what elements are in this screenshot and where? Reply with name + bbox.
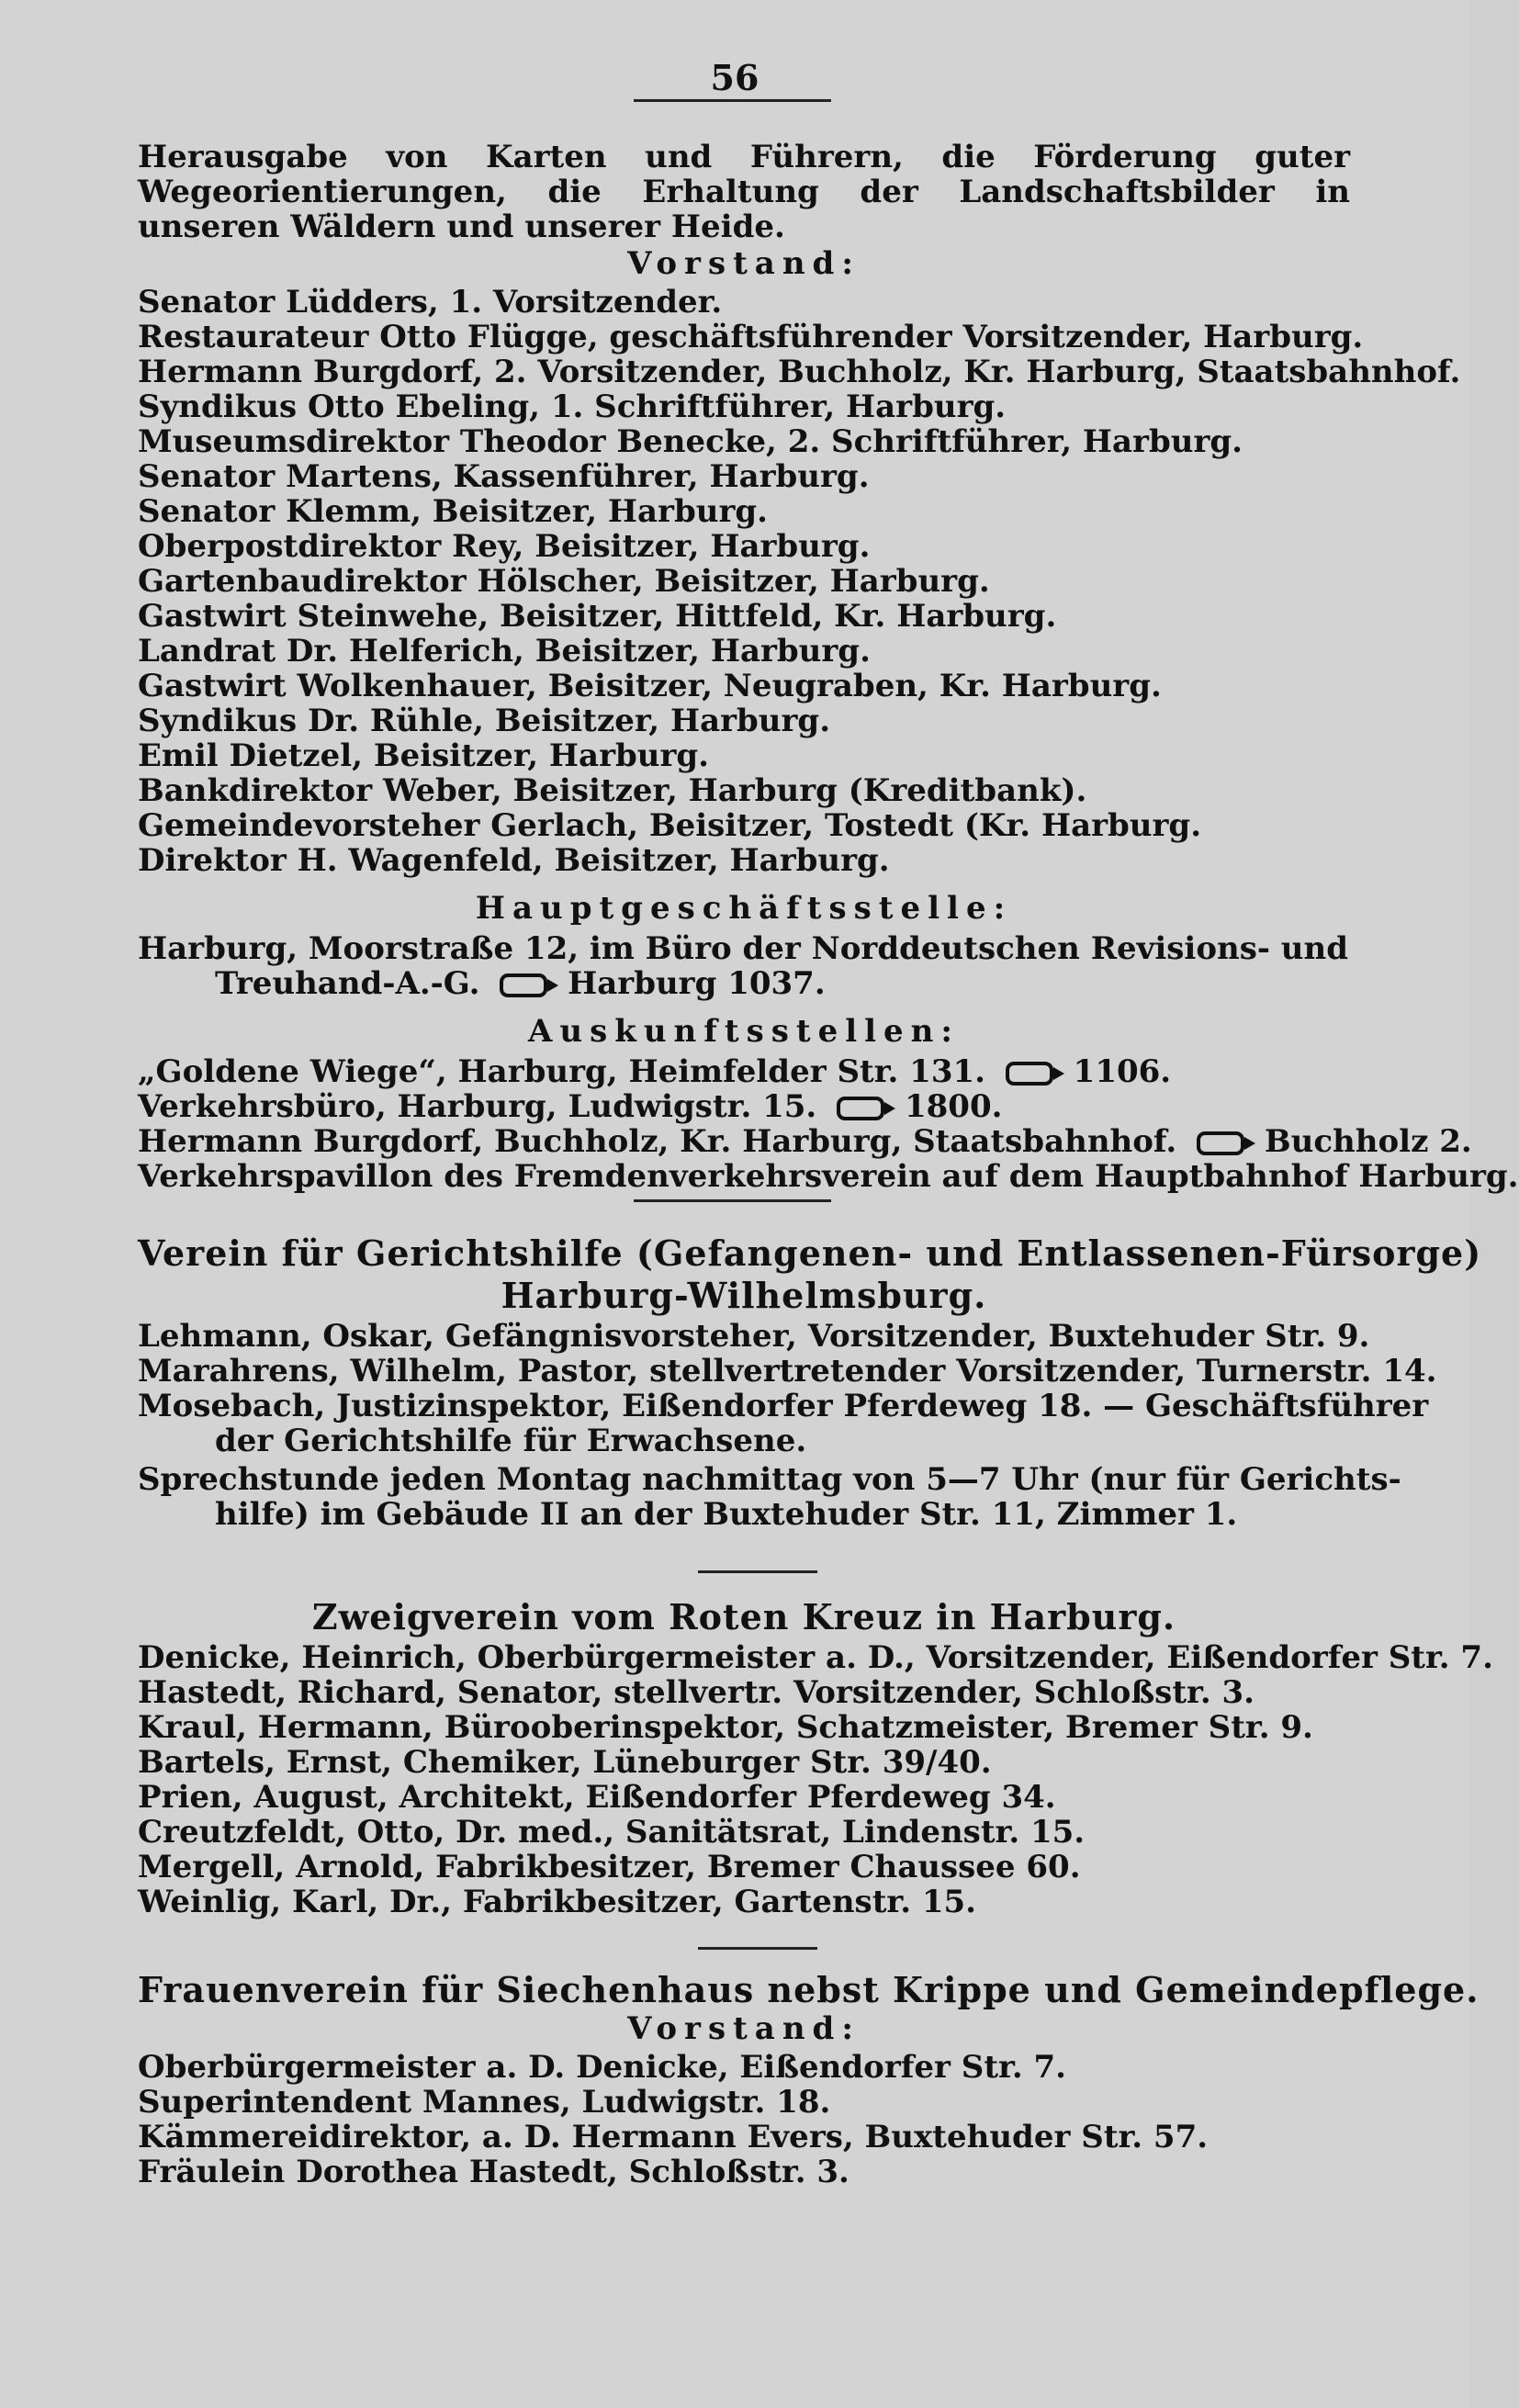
vorstand-item: Gartenbaudirektor Hölscher, Beisitzer, Harburg. bbox=[138, 563, 990, 600]
vorstand-item: Direktor H. Wagenfeld, Beisitzer, Harburg. bbox=[138, 842, 890, 879]
telephone-icon bbox=[1006, 1062, 1053, 1086]
vorstand-list bbox=[138, 284, 1461, 879]
frauen-item: Oberbürgermeister a. D. Denicke, Eißendorfer Str. 7. bbox=[138, 2049, 1066, 2086]
hauptgeschaeft-phone: Harburg 1037. bbox=[568, 965, 826, 1002]
auskunft-address: „Goldene Wiege“, Harburg, Heimfelder Str. 131. bbox=[138, 1053, 985, 1090]
verein-member-cont: der Gerichtshilfe für Erwachsene. bbox=[215, 1423, 807, 1459]
rotkreuz-item: Weinlig, Karl, Dr., Fabrikbesitzer, Gartenstr. 15. bbox=[138, 1884, 977, 1920]
vorstand-item: Syndikus Dr. Rühle, Beisitzer, Harburg. bbox=[138, 703, 831, 739]
content-column bbox=[138, 139, 1519, 1195]
intro-paragraph: Herausgabe von Karten und Führern, die Förderung guter Wegeorientierungen, die Erhaltung der Landschaftsbilder in unseren Wäldern und unserer Heide. bbox=[138, 139, 1350, 245]
frauen-item: Fräulein Dorothea Hastedt, Schloßstr. 3. bbox=[138, 2154, 850, 2190]
rotkreuz-item: Denicke, Heinrich, Oberbürgermeister a. D., Vorsitzender, Eißendorfer Str. 7. bbox=[138, 1639, 1493, 1676]
rotkreuz-item: Prien, August, Architekt, Eißendorfer Pferdeweg 34. bbox=[138, 1779, 1056, 1816]
hauptgeschaeft-line: Harburg, Moorstraße 12, im Büro der Norddeutschen Revisions- und bbox=[138, 930, 1349, 967]
vorstand-item: Senator Lüdders, 1. Vorsitzender. bbox=[138, 284, 723, 321]
telephone-icon bbox=[500, 973, 547, 997]
vorstand-item: Hermann Burgdorf, 2. Vorsitzender, Buchholz, Kr. Harburg, Staatsbahnhof. bbox=[138, 354, 1461, 390]
rotkreuz-item: Kraul, Hermann, Bürooberinspektor, Schatzmeister, Bremer Str. 9. bbox=[138, 1709, 1313, 1746]
rotkreuz-item: Hastedt, Richard, Senator, stellvertr. Vorsitzender, Schloßstr. 3. bbox=[138, 1674, 1255, 1711]
auskunft-item: Verkehrspavillon des Fremdenverkehrsverein auf dem Hauptbahnhof Harburg. bbox=[138, 1158, 1519, 1195]
vorstand-item: Oberpostdirektor Rey, Beisitzer, Harburg. bbox=[138, 528, 871, 565]
page-number: 56 bbox=[710, 57, 760, 98]
hauptgeschaeft-heading: Hauptgeschäftsstelle: bbox=[475, 890, 1013, 927]
vorstand-heading: Vorstand: bbox=[627, 245, 861, 282]
vorstand-item: Restaurateur Otto Flügge, geschäftsführender Vorsitzender, Harburg. bbox=[138, 319, 1364, 355]
verein-title: Verein für Gerichtshilfe (Gefangenen- und Entlassenen-Fürsorge) bbox=[138, 1232, 1482, 1274]
verein-member: Lehmann, Oskar, Gefängnisvorsteher, Vorsitzender, Buxtehuder Str. 9. bbox=[138, 1318, 1370, 1355]
frauen-title: Frauenverein für Siechenhaus nebst Krippe und Gemeindepflege. bbox=[138, 1969, 1480, 2010]
telephone-icon bbox=[1197, 1131, 1244, 1155]
vorstand-item: Bankdirektor Weber, Beisitzer, Harburg (Kreditbank). bbox=[138, 772, 1087, 809]
auskunft-heading: Auskunftsstellen: bbox=[528, 1013, 960, 1050]
frauen-vorstand-heading: Vorstand: bbox=[627, 2010, 861, 2047]
auskunft-phone: Buchholz 2. bbox=[1264, 1123, 1472, 1160]
rotkreuz-list bbox=[138, 1639, 1493, 1920]
auskunft-address: Verkehrsbüro, Harburg, Ludwigstr. 15. bbox=[138, 1088, 817, 1125]
rotkreuz-section bbox=[138, 1596, 1493, 1920]
auskunft-item bbox=[138, 1054, 1350, 1089]
header-rule bbox=[634, 99, 831, 102]
vorstand-item: Senator Martens, Kassenführer, Harburg. bbox=[138, 458, 870, 495]
verein-member: Marahrens, Wilhelm, Pastor, stellvertretender Vorsitzender, Turnerstr. 14. bbox=[138, 1353, 1437, 1390]
vorstand-item: Gastwirt Wolkenhauer, Beisitzer, Neugraben, Kr. Harburg. bbox=[138, 668, 1162, 704]
frauen-section bbox=[138, 1969, 1480, 2190]
frauen-item: Superintendent Mannes, Ludwigstr. 18. bbox=[138, 2084, 831, 2121]
vorstand-item: Emil Dietzel, Beisitzer, Harburg. bbox=[138, 737, 710, 774]
verein-subtitle: Harburg-Wilhelmsburg. bbox=[501, 1275, 987, 1316]
vorstand-item: Senator Klemm, Beisitzer, Harburg. bbox=[138, 493, 768, 530]
sprechstunde-line: Sprechstunde jeden Montag nachmittag von 5—7 Uhr (nur für Gerichts- bbox=[138, 1461, 1401, 1498]
rotkreuz-title: Zweigverein vom Roten Kreuz in Harburg. bbox=[311, 1596, 1176, 1637]
auskunft-item bbox=[138, 1123, 1472, 1160]
hauptgeschaeft-address: Treuhand-A.-G. bbox=[215, 965, 480, 1002]
vorstand-item: Syndikus Otto Ebeling, 1. Schriftführer, Harburg. bbox=[138, 388, 1007, 425]
vorstand-item: Gastwirt Steinwehe, Beisitzer, Hittfeld, Kr. Harburg. bbox=[138, 598, 1057, 635]
rotkreuz-item: Creutzfeldt, Otto, Dr. med., Sanitätsrat, Lindenstr. 15. bbox=[138, 1814, 1086, 1851]
sprechstunde-line-cont: hilfe) im Gebäude II an der Buxtehuder Str. 11, Zimmer 1. bbox=[215, 1496, 1238, 1533]
auskunft-item bbox=[138, 1089, 1350, 1124]
section-rule bbox=[698, 1947, 817, 1950]
frauen-item: Kämmereidirektor, a. D. Hermann Evers, Buxtehuder Str. 57. bbox=[138, 2119, 1209, 2155]
auskunft-phone: 1106. bbox=[1073, 1053, 1172, 1090]
vorstand-item: Landrat Dr. Helferich, Beisitzer, Harburg. bbox=[138, 633, 871, 670]
vorstand-item: Gemeindevorsteher Gerlach, Beisitzer, Tostedt (Kr. Harburg. bbox=[138, 807, 1202, 844]
frauen-list bbox=[138, 2050, 1350, 2189]
vorstand-item: Museumsdirektor Theodor Benecke, 2. Schriftführer, Harburg. bbox=[138, 423, 1243, 460]
rotkreuz-item: Bartels, Ernst, Chemiker, Lüneburger Str. 39/40. bbox=[138, 1744, 992, 1781]
auskunft-address: Hermann Burgdorf, Buchholz, Kr. Harburg, Staatsbahnhof. bbox=[138, 1123, 1177, 1160]
hauptgeschaeft-line bbox=[138, 966, 1350, 1001]
verein-member: Mosebach, Justizinspektor, Eißendorfer Pferdeweg 18. — Geschäftsführer bbox=[138, 1388, 1429, 1424]
telephone-icon bbox=[837, 1097, 884, 1120]
auskunft-phone: 1800. bbox=[904, 1088, 1003, 1125]
rotkreuz-item: Mergell, Arnold, Fabrikbesitzer, Bremer Chaussee 60. bbox=[138, 1849, 1081, 1885]
section-rule bbox=[634, 1199, 831, 1202]
verein-section bbox=[138, 1232, 1482, 1533]
section-rule bbox=[698, 1570, 817, 1573]
